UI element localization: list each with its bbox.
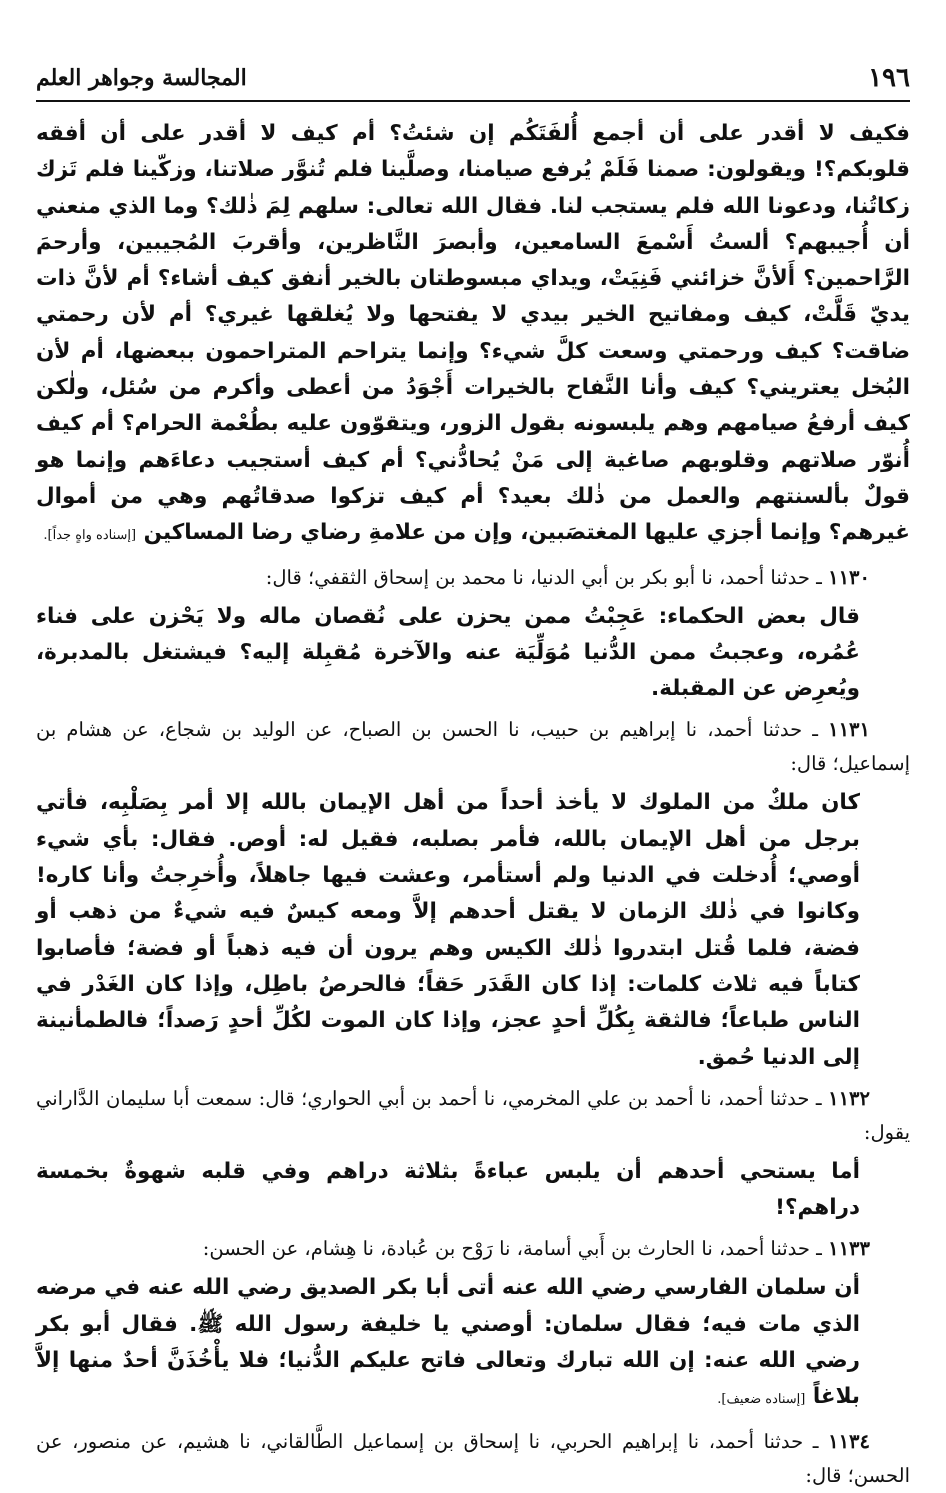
isnad-text: ـ حدثنا أحمد، نا الحارث بن أَبي أسامة، نا رَوْح بن عُبادة، نا هِشام، عن الحسن: bbox=[202, 1237, 822, 1261]
hadith-text: أن سلمان الفارسي رضي الله عنه أتى أبا بكر الصديق رضي الله عنه في مرضه الذي مات فيه؛ فقال سلمان: أوصني يا خليفة رسول الله ﷺ. فقال أبو بكر رضي الله عنه: إن الله تبارك وتعالى فاتح عليكم الدُّنيا؛ فلا يأْخُذَنَّ أحدٌ منها إلاَّ بلاغاً bbox=[36, 1275, 860, 1410]
hadith-1131-text bbox=[36, 785, 910, 1075]
hadith-1131-isnad bbox=[36, 713, 910, 781]
hadith-number: ١١٣٠ bbox=[828, 565, 870, 589]
hadith-text: كان ملكٌ من الملوك لا يأخذ أحداً من أهل الإيمان بالله إلا أمر بِصَلْبِه، فأتي برجل من أهل الإيمان بالله، فأمر بصلبه، فقيل له: أوص. فقال: بأي شيء أوصي؛ أُدخلت في الدنيا ولم أستأمر، وعشت فيها جاهلاً، وأُخرِجتُ وأنا كاره! وكانوا في ذٰلك الزمان لا يقتل أحدهم إلاَّ ومعه كيسٌ فيه شيءٌ من ذهب أو فضة، فلما قُتل ابتدروا ذٰلك الكيس وهم يرون أن فيه ذهباً أو فضة؛ فأصابوا كتاباً فيه ثلاث كلمات: إذا كان القَدَر حَقاً؛ فالحرصُ باطِل، وإذا كان الغَدْر في الناس طباعاً؛ فالثقة بِكُلِّ أحدٍ عجز، وإذا كان الموت لكُلِّ أحدٍ رَصداً؛ فالطمأنينة إلى الدنيا حُمق. bbox=[36, 790, 860, 1070]
page-number: ١٩٦ bbox=[868, 63, 910, 93]
isnad-text: ـ حدثنا أحمد، نا إبراهيم الحربي، نا إسحاق بن إسماعيل الطَّالقاني، نا هشيم، عن منصور، عن الحسن؛ قال: bbox=[36, 1429, 910, 1487]
running-header bbox=[36, 58, 910, 98]
hadith-number: ١١٣٣ bbox=[828, 1237, 870, 1261]
hadith-1130-text bbox=[36, 599, 910, 708]
hadith-1132-text bbox=[36, 1154, 910, 1227]
hadith-1130-isnad bbox=[36, 561, 910, 595]
isnad-grading: [إسناده واهٍ جداً]. bbox=[43, 528, 137, 544]
book-title: المجالسة وجواهر العلم bbox=[36, 65, 247, 91]
hadith-number: ١١٣١ bbox=[828, 718, 870, 742]
isnad-text: ـ حدثنا أحمد، نا أبو بكر بن أبي الدنيا، نا محمد بن إسحاق الثقفي؛ قال: bbox=[265, 565, 822, 589]
isnad-grading: [إسناده ضعيف]. bbox=[717, 1392, 806, 1408]
header-rule bbox=[36, 100, 910, 102]
hadith-text: قال بعض الحكماء: عَجِبْتُ ممن يحزن على نُقصان ماله ولا يَحْزن على فناء عُمُره، وعجبتُ ممن الدُّنيا مُوَلِّيَة عنه والآخرة مُقبِلة إليه؟ فيشتغل بالمدبرة، ويُعرِض عن المقبلة. bbox=[36, 603, 860, 702]
isnad-text: ـ حدثنا أحمد، نا إبراهيم بن حبيب، نا الحسن بن الصباح، عن الوليد بن شجاع، عن هشام بن إسماعيل؛ قال: bbox=[36, 718, 910, 776]
hadith-text: أما يستحي أحدهم أن يلبس عباءةً بثلاثة دراهم وفي قلبه شهوةٌ بخمسة دراهم؟! bbox=[36, 1158, 860, 1221]
hadith-1133-text bbox=[36, 1270, 910, 1418]
hadith-1133-isnad bbox=[36, 1232, 910, 1266]
hadith-number: ١١٣٤ bbox=[828, 1429, 870, 1453]
hadith-1134-isnad bbox=[36, 1425, 910, 1493]
paragraph-text: فكيف لا أقدر على أن أجمع أُلفَتَكُم إن شئتُ؟ أم كيف لا أقدر على أن أفقه قلوبكم؟! ويقولون: صمنا فَلَمْ يُرفع صيامنا، وصلَّينا فلم تُنوَّر صلاتنا، وزكّينا فلم تَزك زكاتُنا، ودعونا الله فلم يستجب لنا. فقال الله تعالى: سلهم لِمَ ذٰلك؟ وما الذي منعني أن أُجيبهم؟ ألستُ أَسْمعَ السامعين، وأبصرَ النَّاظرين، وأقربَ المُجيبين، وأرحمَ الرَّاحمين؟ أَلأنَّ خزائني فَنِيَتْ، ويداي مبسوطتان بالخير أنفق كيف أشاء؟ أم لأنَّ ذات يديّ قَلَّتْ، كيف ومفاتيح الخير بيدي لا يفتحها ولا يُغلقها غيري؟ أم لأن رحمتي ضاقت؟ كيف ورحمتي وسعت كلَّ شيء؟ وإنما يتراحم المتراحمون ببعضها، أم لأن البُخل يعتريني؟ كيف وأنا النَّفاح بالخيرات أَجْوَدُ من أعطى وأكرم من سُئل، ولٰكن كيف أرفعُ صيامهم وهم يلبسونه بقول الزور، ويتقوّون عليه بطُعْمة الحرام؟ أم كيف أُنوّر صلاتهم وقلوبهم صاغية إلى مَنْ يُحادُّني؟ أم كيف أستجيب دعاءَهم وإنما هو قولٌ بألسنتهم والعمل من ذٰلك بعيد؟ أم كيف تزكوا صدقاتُهم وهي من أموال غيرهم؟ وإنما أجزي عليها المغتصَبين، وإن من علامةِ رضاي رضا المساكين bbox=[36, 121, 910, 546]
page-content bbox=[36, 116, 910, 1487]
hadith-1132-isnad bbox=[36, 1082, 910, 1150]
hadith-number: ١١٣٢ bbox=[828, 1086, 870, 1110]
paragraph-continuation bbox=[36, 116, 910, 555]
isnad-text: ـ حدثنا أحمد، نا أحمد بن علي المخرمي، نا أحمد بن أبي الحواري؛ قال: سمعت أبا سليمان الدَّاراني يقول: bbox=[36, 1086, 910, 1144]
